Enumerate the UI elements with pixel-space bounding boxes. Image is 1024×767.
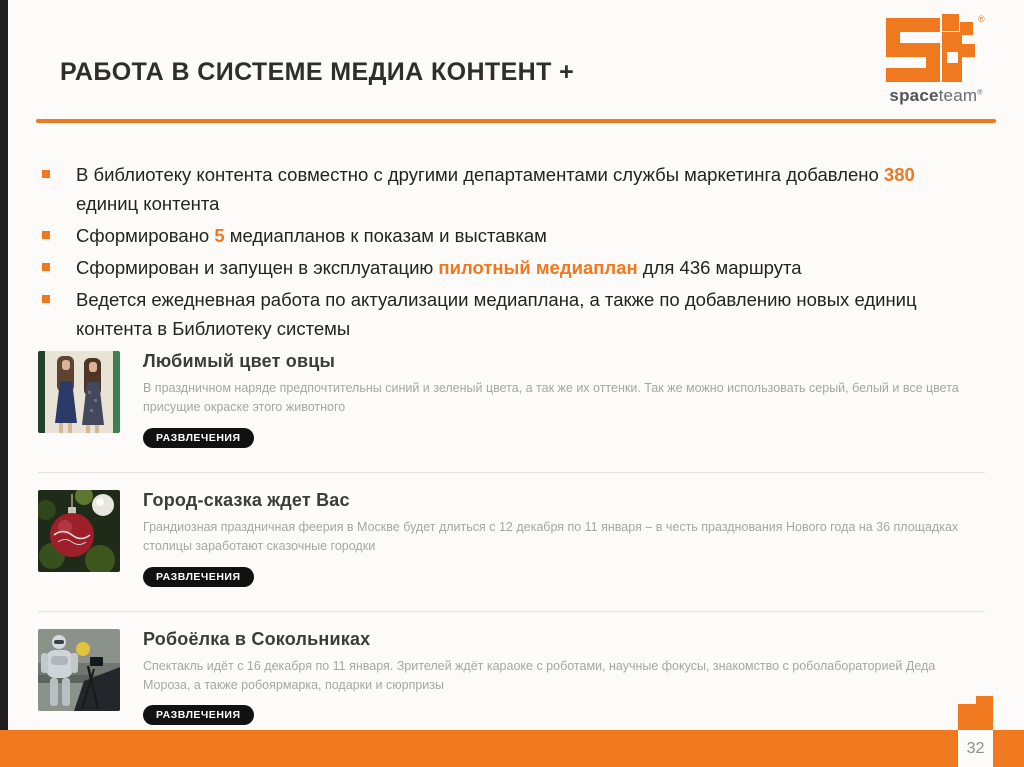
bullet-accent-segment: 5 (214, 225, 225, 246)
bullet-marker-icon (42, 231, 50, 239)
bullet-text (76, 289, 917, 339)
page-title: РАБОТА В СИСТЕМЕ МЕДИА КОНТЕНТ + (60, 58, 575, 86)
category-tag: РАЗВЛЕЧЕНИЯ (143, 428, 254, 448)
bullet-text (76, 225, 547, 246)
bullet-text-segment: медиапланов к показам и выставкам (224, 225, 547, 246)
card-description: Спектакль идёт с 16 декабря по 11 января. Зрителей ждёт караоке с роботами, научные фокусы, знакомство с роболабораторией Деда Мороза, а также робоярмарка, подарки и сюрпризы (143, 658, 936, 692)
card-body (143, 490, 985, 587)
bullet-item (42, 253, 972, 282)
bullet-marker-icon (42, 170, 50, 178)
card-description: В праздничном наряде предпочтительны синий и зеленый цвета, а так же их оттенки. Так же можно использовать серый, белый и все цвета присущие окраске этого животного (143, 381, 959, 415)
category-tag: РАЗВЛЕЧЕНИЯ (143, 567, 254, 587)
bullet-text-segment: Сформировано (76, 225, 215, 246)
bullet-item (42, 221, 972, 250)
card-title: Город-сказка ждет Вас (143, 489, 350, 510)
bullet-accent-segment: пилотный медиаплан (438, 257, 638, 278)
bullet-text (76, 164, 915, 214)
bullet-marker-icon (42, 295, 50, 303)
robot-show-thumbnail (38, 629, 120, 711)
card-description: Грандиозная праздничная феерия в Москве будет длиться с 12 декабря по 11 января – в честь празднования Нового года на 36 площадках столицы заработают сказочные городки (143, 519, 959, 554)
bullet-text (76, 257, 802, 278)
spaceteam-logo (878, 14, 994, 106)
bullet-text-segment: единиц контента (76, 193, 220, 214)
card-body (143, 351, 985, 448)
content-card (38, 472, 985, 611)
title-underline-rule (36, 119, 996, 123)
bullet-accent-segment: 380 (883, 164, 915, 185)
bullet-text-segment: Сформирован и запущен в эксплуатацию (76, 257, 439, 278)
card-title: Любимый цвет овцы (143, 351, 336, 371)
footer-pixel-block (958, 704, 993, 730)
bullet-item (42, 285, 972, 343)
left-accent-bar (0, 0, 8, 767)
footer-accent-bar (0, 730, 1024, 767)
spaceteam-logo-mark-icon (886, 14, 986, 84)
page-number: 32 (958, 730, 993, 767)
content-card-list (38, 348, 985, 749)
bullet-item (42, 160, 972, 218)
logo-wordmark-space: space (889, 86, 939, 105)
logo-registered-icon: ® (978, 14, 985, 24)
bullet-text-segment: Ведется ежедневная работа по актуализации медиаплана, а также по добавлению новых единиц контента в Библиотеку системы (76, 289, 917, 339)
content-card (38, 611, 985, 750)
category-tag: РАЗВЛЕЧЕНИЯ (143, 705, 254, 725)
logo-wordmark (878, 86, 994, 106)
bullet-list (42, 160, 972, 346)
footer-pixel-notch (976, 696, 993, 704)
logo-wordmark-registered: ® (977, 89, 983, 97)
bullet-marker-icon (42, 263, 50, 271)
card-body (143, 629, 985, 726)
card-title: Робоёлка в Сокольниках (143, 628, 371, 649)
fashion-models-thumbnail (38, 351, 120, 433)
bullet-text-segment: В библиотеку контента совместно с другими департаментами службы маркетинга добавлено (76, 164, 884, 185)
christmas-ornament-thumbnail (38, 490, 120, 572)
bullet-text-segment: для 436 маршрута (637, 257, 802, 278)
logo-wordmark-team: team (938, 86, 978, 105)
content-card (38, 348, 985, 472)
